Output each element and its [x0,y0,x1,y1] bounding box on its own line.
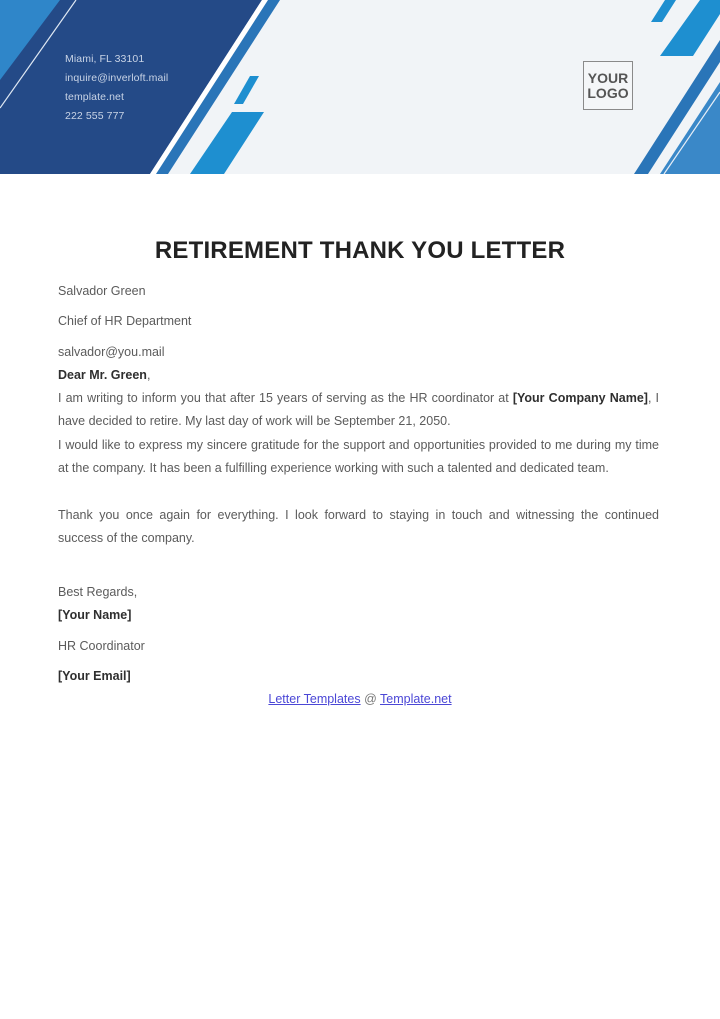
recipient-position: Chief of HR Department [58,314,192,328]
footer-attribution [0,692,720,706]
contact-website: template.net [65,91,124,103]
body-paragraph-3: Thank you once again for everything. I look forward to staying in touch and witnessing the continued success of the company. [58,508,659,545]
contact-phone: 222 555 777 [65,110,125,122]
template-net-link[interactable]: Template.net [380,692,452,706]
sender-email: [Your Email] [58,669,131,683]
letterhead-banner [0,0,720,174]
body-paragraph-2: I would like to express my sincere gratitude for the support and opportunities provided to me during my time at the company. It has been a fulfilling experience working with such a talented and dedicated team. [58,438,659,475]
logo-text-line2: LOGO [587,84,629,101]
company-name-placeholder: [Your Company Name] [512,391,648,405]
paragraph-1-text: I am writing to inform you that after 15 years of serving as the HR coordinator at [58,391,513,405]
salutation [58,368,150,382]
recipient-name: Salvador Green [58,284,146,298]
body-paragraph-1 [58,387,659,433]
footer-separator: @ [360,692,381,706]
recipient-email: salvador@you.mail [58,345,165,359]
closing: Best Regards, [58,585,138,599]
sender-name: [Your Name] [58,608,132,622]
letter-templates-link[interactable]: Letter Templates [268,692,361,706]
contact-address: Miami, FL 33101 [65,53,145,65]
sender-contact-block [65,50,168,126]
salutation-punct: , [146,368,151,382]
salutation-name: Dear Mr. Green [58,368,147,382]
letter-title: RETIREMENT THANK YOU LETTER [154,237,566,264]
paragraph-1-text-end: , I have decided to retire. My last day of work will be September 21, 2050. [58,391,659,428]
contact-email: inquire@inverloft.mail [65,72,169,84]
company-logo-placeholder [583,61,633,110]
sender-position: HR Coordinator [58,639,145,653]
logo-text-line1: YOUR [587,69,629,86]
